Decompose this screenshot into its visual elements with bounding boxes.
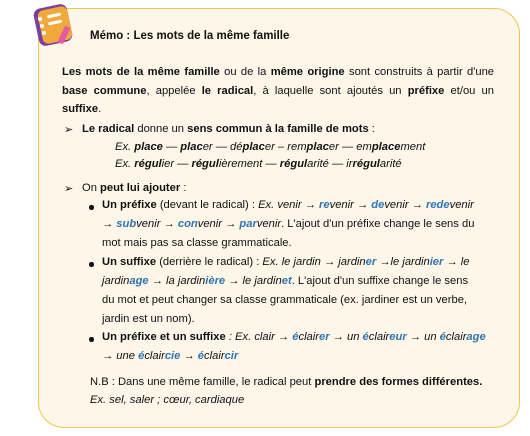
ex-text: place [134, 141, 163, 153]
prefixe-line-3: mot mais pas sa classe grammaticale. [102, 237, 292, 249]
intro-text: sont construits à partir d'une [344, 66, 495, 78]
both-text: → une [102, 350, 139, 362]
both-text: é [138, 350, 145, 362]
both-text: clair [144, 350, 165, 362]
ex-text: régul [134, 158, 162, 170]
bullet-dot [89, 205, 94, 210]
prefixe-text: venir [449, 199, 474, 211]
both-label: Un préfixe et un suffixe [102, 331, 226, 343]
ex-text: place [371, 141, 401, 153]
suffixe-text: →le jardin [376, 256, 430, 268]
ex-text: arité — ir [307, 158, 353, 170]
suffixe-line-2 [102, 275, 468, 287]
ex-text: er – rem [264, 141, 307, 153]
prefixe-text: Ex. venir → [258, 199, 320, 211]
prefixe-text: → [102, 218, 117, 230]
ex-text: — [162, 141, 181, 153]
suffixe-text: age [129, 275, 149, 287]
ex-text: ièrement — [218, 158, 280, 170]
intro-text: suffixe [62, 103, 99, 115]
suffixe-text: . L'ajout d'un suffixe change le sens [291, 275, 469, 287]
prefixe-text: sub [116, 218, 137, 230]
prefixe-label: Un préfixe [102, 199, 157, 211]
prefixe-text: (devant le radical) : [156, 199, 259, 211]
nb-line-2: Ex. sel, saler ; cœur, cardiaque [90, 394, 245, 406]
radical-example-2 [115, 158, 402, 170]
both-text: age [466, 331, 486, 343]
both-text: → un [406, 331, 440, 343]
ajouter-text: peut lui ajouter [100, 182, 181, 194]
intro-paragraph [62, 63, 494, 119]
ex-text: régul [352, 158, 380, 170]
intro-text: même origine [270, 66, 345, 78]
both-text: é [197, 350, 205, 362]
intro-text: . [98, 103, 102, 115]
radical-text: donne un [134, 123, 188, 135]
both-line-1 [102, 331, 486, 343]
radical-text: : [368, 123, 375, 135]
prefixe-text: venir [256, 218, 282, 230]
ajouter-text: On [82, 182, 101, 194]
both-line-2 [102, 350, 238, 362]
both-text: é [292, 331, 299, 343]
ex-text: plac [242, 141, 265, 153]
suffixe-text: er [365, 256, 377, 268]
prefixe-text: de [371, 199, 385, 211]
intro-text: base commune [62, 84, 147, 97]
suffixe-text: ière [205, 275, 226, 287]
suffixe-text: → la jardin [148, 275, 206, 287]
ex-text: régul [191, 158, 219, 170]
radical-text: sens commun à la famille de mots [187, 123, 369, 135]
both-text: clair [445, 331, 467, 343]
suffixe-text: → le jardin [225, 275, 282, 287]
radical-example-1 [115, 141, 425, 153]
prefixe-line-1 [102, 199, 474, 211]
suffixe-text: et [281, 275, 292, 287]
ex-text: plac [180, 141, 203, 153]
ex-text: régul [279, 158, 308, 170]
intro-text: et/ou un [444, 84, 494, 97]
prefixe-text: venir → [329, 199, 372, 211]
ex-text: er — dé [202, 141, 243, 153]
arrow-bullet-icon: ➢ [64, 124, 74, 136]
bullet-dot [89, 262, 94, 267]
ajouter-heading [82, 182, 186, 194]
radical-text: Le radical [82, 123, 135, 135]
nb-line-1 [90, 376, 482, 388]
intro-text: le radical [201, 84, 254, 97]
suffixe-label: Un suffixe [102, 256, 157, 268]
ex-text: Ex. [115, 158, 135, 170]
both-text: é [439, 331, 446, 343]
intro-text: préfixe [407, 84, 445, 97]
prefixe-text: re [319, 199, 330, 211]
nb-text: N.B : Dans une même famille, le radical peut [90, 376, 315, 388]
ex-text: er — em [328, 141, 372, 153]
ex-text: plac [306, 141, 329, 153]
page-title: Mémo : Les mots de la même famille [90, 30, 290, 42]
bullet-dot [89, 337, 94, 342]
notebook-icon [31, 2, 77, 48]
prefixe-text: par [239, 218, 257, 230]
suffixe-line-4: jardin est un nom). [102, 313, 195, 325]
both-text: er [318, 331, 330, 343]
intro-text: ou de la [219, 66, 271, 78]
both-text: eur [389, 331, 407, 343]
prefixe-text: rede [425, 199, 450, 211]
prefixe-text: venir → [384, 199, 426, 211]
nb-text: prendre des formes différentes. [314, 376, 483, 388]
ex-text: ier — [161, 158, 192, 170]
intro-text: , à laquelle sont ajoutés un [253, 84, 408, 97]
prefixe-text: venir → [136, 218, 178, 230]
suffixe-line-3: du mot et peut changer sa classe grammaticale (ex. jardiner est un verbe, [102, 294, 468, 306]
both-text: → un [329, 331, 363, 343]
prefixe-line-2 [102, 218, 474, 230]
ajouter-text: : [180, 182, 187, 194]
ex-text: ment [400, 141, 426, 153]
both-text: clair [204, 350, 225, 362]
intro-text: , appelée [146, 84, 202, 97]
both-text: cir [224, 350, 239, 362]
both-text: → [180, 350, 198, 362]
ex-text: Ex. [115, 141, 135, 153]
suffixe-text: ier [429, 256, 444, 268]
suffixe-text: (derrière le radical) : [156, 256, 263, 268]
both-text: clair [298, 331, 319, 343]
both-text: clair [368, 331, 390, 343]
prefixe-text: . L'ajout d'un préfixe change le sens du [281, 218, 475, 230]
both-text: : Ex. clair → [225, 331, 293, 343]
suffixe-text: Ex. le jardin → jardin [262, 256, 366, 268]
suffixe-line-1 [102, 256, 470, 268]
ex-text: arité [379, 158, 402, 170]
suffixe-text: jardin [102, 275, 130, 287]
intro-text: Les mots de la même famille [62, 66, 220, 78]
both-text: cie [164, 350, 181, 362]
prefixe-text: con [177, 218, 198, 230]
prefixe-text: venir → [197, 218, 240, 230]
arrow-bullet-icon: ➢ [64, 183, 74, 195]
suffixe-text: → le [443, 256, 470, 268]
both-text: é [362, 331, 369, 343]
radical-heading [82, 123, 375, 135]
